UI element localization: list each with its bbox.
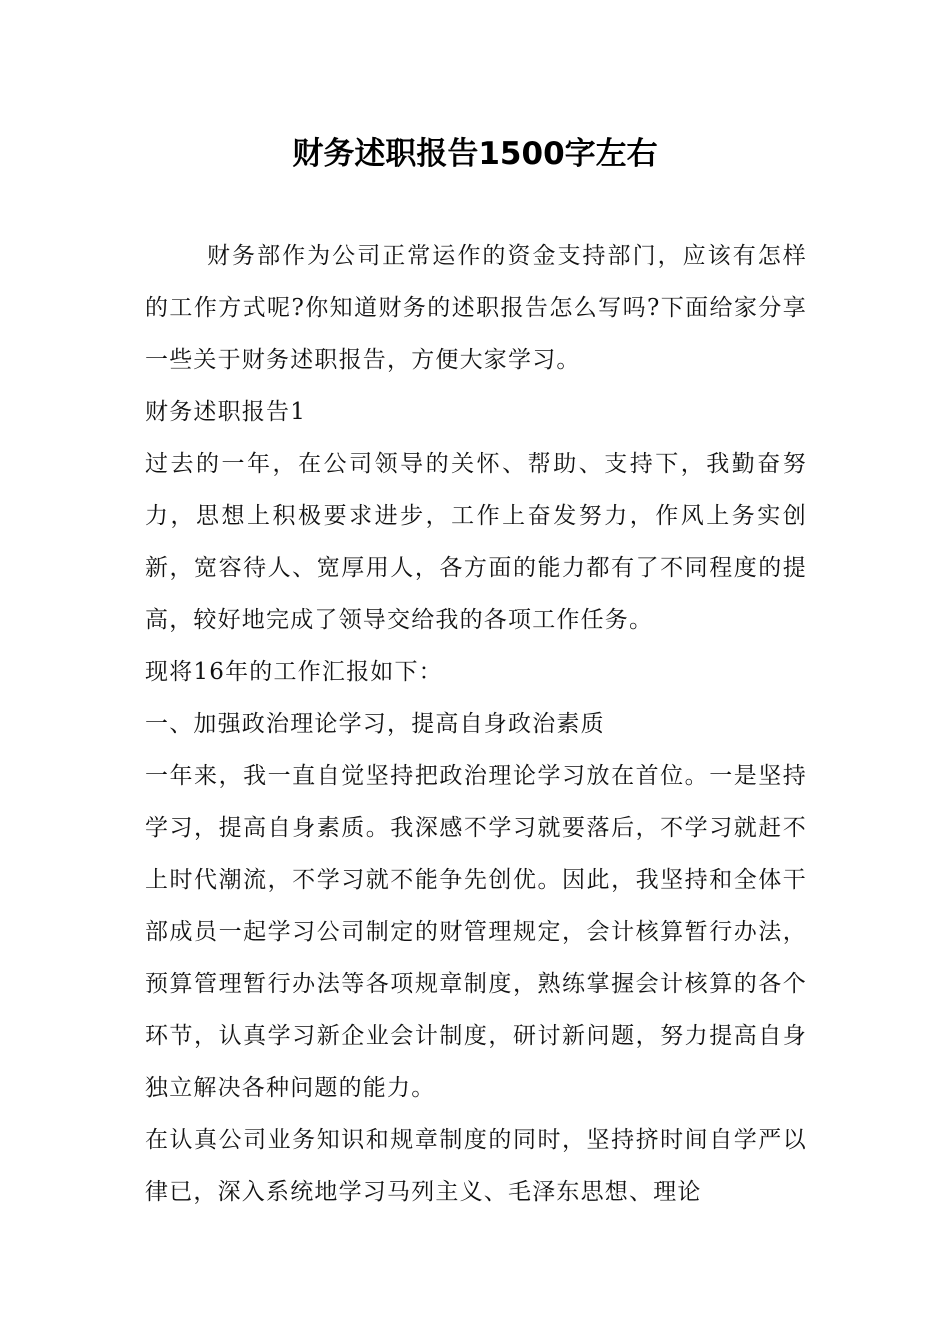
body-paragraph-2: 现将16年的工作汇报如下： — [145, 659, 443, 685]
body-paragraph-3: 一年来，我一直自觉坚持把政治理论学习放在首位。一是坚持学习，提高自身素质。我深感不学习就要落后，不学习就赶不上时代潮流，不学习就不能争先创优。因此，我坚持和全体干部成员一起学习公司制定的财管理规定，会计核算暂行办法，预算管理暂行办法等各项规章制度，熟练掌握会计核算的各个环节，认真学习新企业会计制度，研讨新问题，努力提高自身独立解决各种问题的能力。 — [145, 763, 807, 1101]
document-title: 财务述职报告1500字左右 — [292, 136, 658, 172]
body-paragraph-1: 过去的一年，在公司领导的关怀、帮助、支持下，我勤奋努力，思想上积极要求进步，工作上奋发努力，作风上务实创新，宽容待人、宽厚用人，各方面的能力都有了不同程度的提高，较好地完成了领导交给我的各项工作任务。 — [145, 451, 807, 633]
intro-paragraph: 财务部作为公司正常运作的资金支持部门，应该有怎样的工作方式呢?你知道财务的述职报告怎么写吗?下面给家分享一些关于财务述职报告，方便大家学习。 — [145, 243, 807, 373]
document-body — [145, 230, 807, 1218]
body-paragraph-4: 在认真公司业务知识和规章制度的同时，坚持挤时间自学严以律已，深入系统地学习马列主义、毛泽东思想、理论 — [145, 1127, 807, 1205]
section-title: 财务述职报告1 — [145, 399, 307, 425]
section-heading-1: 一、加强政治理论学习，提高自身政治素质 — [145, 711, 605, 737]
